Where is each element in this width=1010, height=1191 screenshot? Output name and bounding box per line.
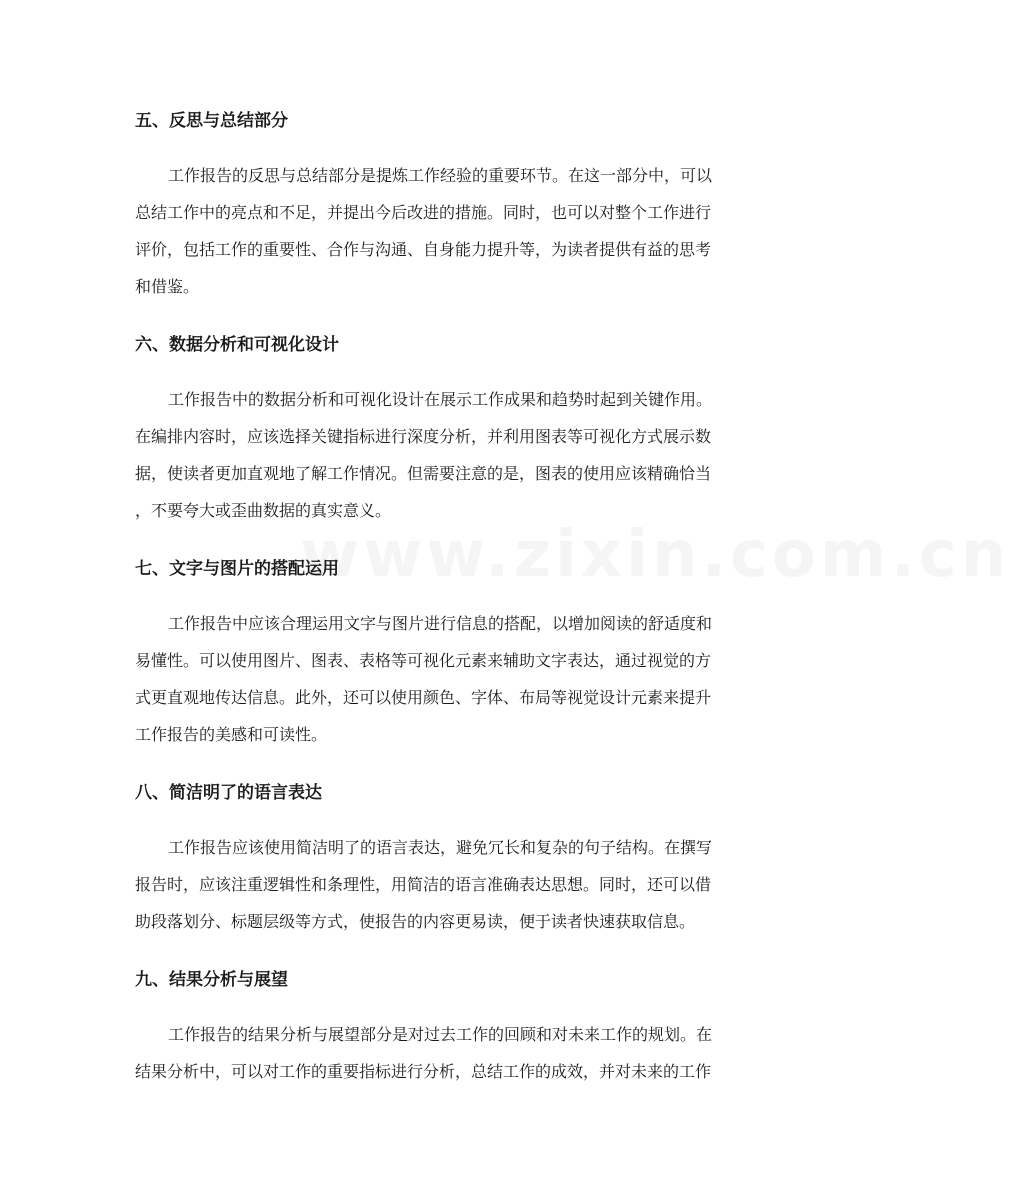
section-heading: 八、简洁明了的语言表达 (135, 783, 322, 803)
section-heading: 九、结果分析与展望 (135, 970, 288, 990)
section-heading: 五、反思与总结部分 (135, 111, 288, 131)
paragraph-line: 助段落划分、标题层级等方式，使报告的内容更易读，便于读者快速获取信息。 (135, 912, 696, 931)
paragraph-line: 在编排内容时，应该选择关键指标进行深度分析，并利用图表等可视化方式展示数 (135, 427, 712, 446)
paragraph-line: 工作报告应该使用简洁明了的语言表达，避免冗长和复杂的句子结构。在撰写 (168, 838, 713, 857)
paragraph-line: 工作报告的美感和可读性。 (135, 725, 328, 744)
paragraph-line: 工作报告的反思与总结部分是提炼工作经验的重要环节。在这一部分中，可以 (168, 166, 713, 185)
paragraph-line: 据，使读者更加直观地了解工作情况。但需要注意的是，图表的使用应该精确恰当 (135, 464, 712, 483)
paragraph-line: 结果分析中，可以对工作的重要指标进行分析，总结工作的成效，并对未来的工作 (135, 1062, 712, 1081)
section-paragraph (135, 1016, 787, 1090)
paragraph-line: 工作报告中应该合理运用文字与图片进行信息的搭配，以增加阅读的舒适度和 (168, 614, 713, 633)
section-results-outlook (135, 963, 787, 1090)
section-text-image (135, 552, 787, 753)
paragraph-line: 工作报告的结果分析与展望部分是对过去工作的回顾和对未来工作的规划。在 (168, 1025, 713, 1044)
paragraph-line: 总结工作中的亮点和不足，并提出今后改进的措施。同时，也可以对整个工作进行 (135, 203, 712, 222)
section-paragraph (135, 157, 787, 305)
section-data-analysis (135, 328, 787, 529)
paragraph-line: 式更直观地传达信息。此外，还可以使用颜色、字体、布局等视觉设计元素来提升 (135, 688, 712, 707)
paragraph-line: ，不要夸大或歪曲数据的真实意义。 (135, 501, 392, 520)
section-paragraph (135, 605, 787, 753)
paragraph-line: 和借鉴。 (135, 277, 200, 296)
document-body (135, 104, 787, 1090)
section-concise-language (135, 776, 787, 940)
section-paragraph (135, 381, 787, 529)
paragraph-line: 报告时，应该注重逻辑性和条理性，用简洁的语言准确表达思想。同时，还可以借 (135, 875, 712, 894)
watermark: www.zixin.com.cn (300, 518, 1010, 592)
section-heading: 七、文字与图片的搭配运用 (135, 559, 339, 579)
section-heading: 六、数据分析和可视化设计 (135, 335, 339, 355)
paragraph-line: 工作报告中的数据分析和可视化设计在展示工作成果和趋势时起到关键作用。 (168, 390, 713, 409)
paragraph-line: 评价，包括工作的重要性、合作与沟通、自身能力提升等，为读者提供有益的思考 (135, 240, 712, 259)
section-paragraph (135, 829, 787, 940)
paragraph-line: 易懂性。可以使用图片、图表、表格等可视化元素来辅助文字表达，通过视觉的方 (135, 651, 712, 670)
section-reflection-summary (135, 104, 787, 305)
